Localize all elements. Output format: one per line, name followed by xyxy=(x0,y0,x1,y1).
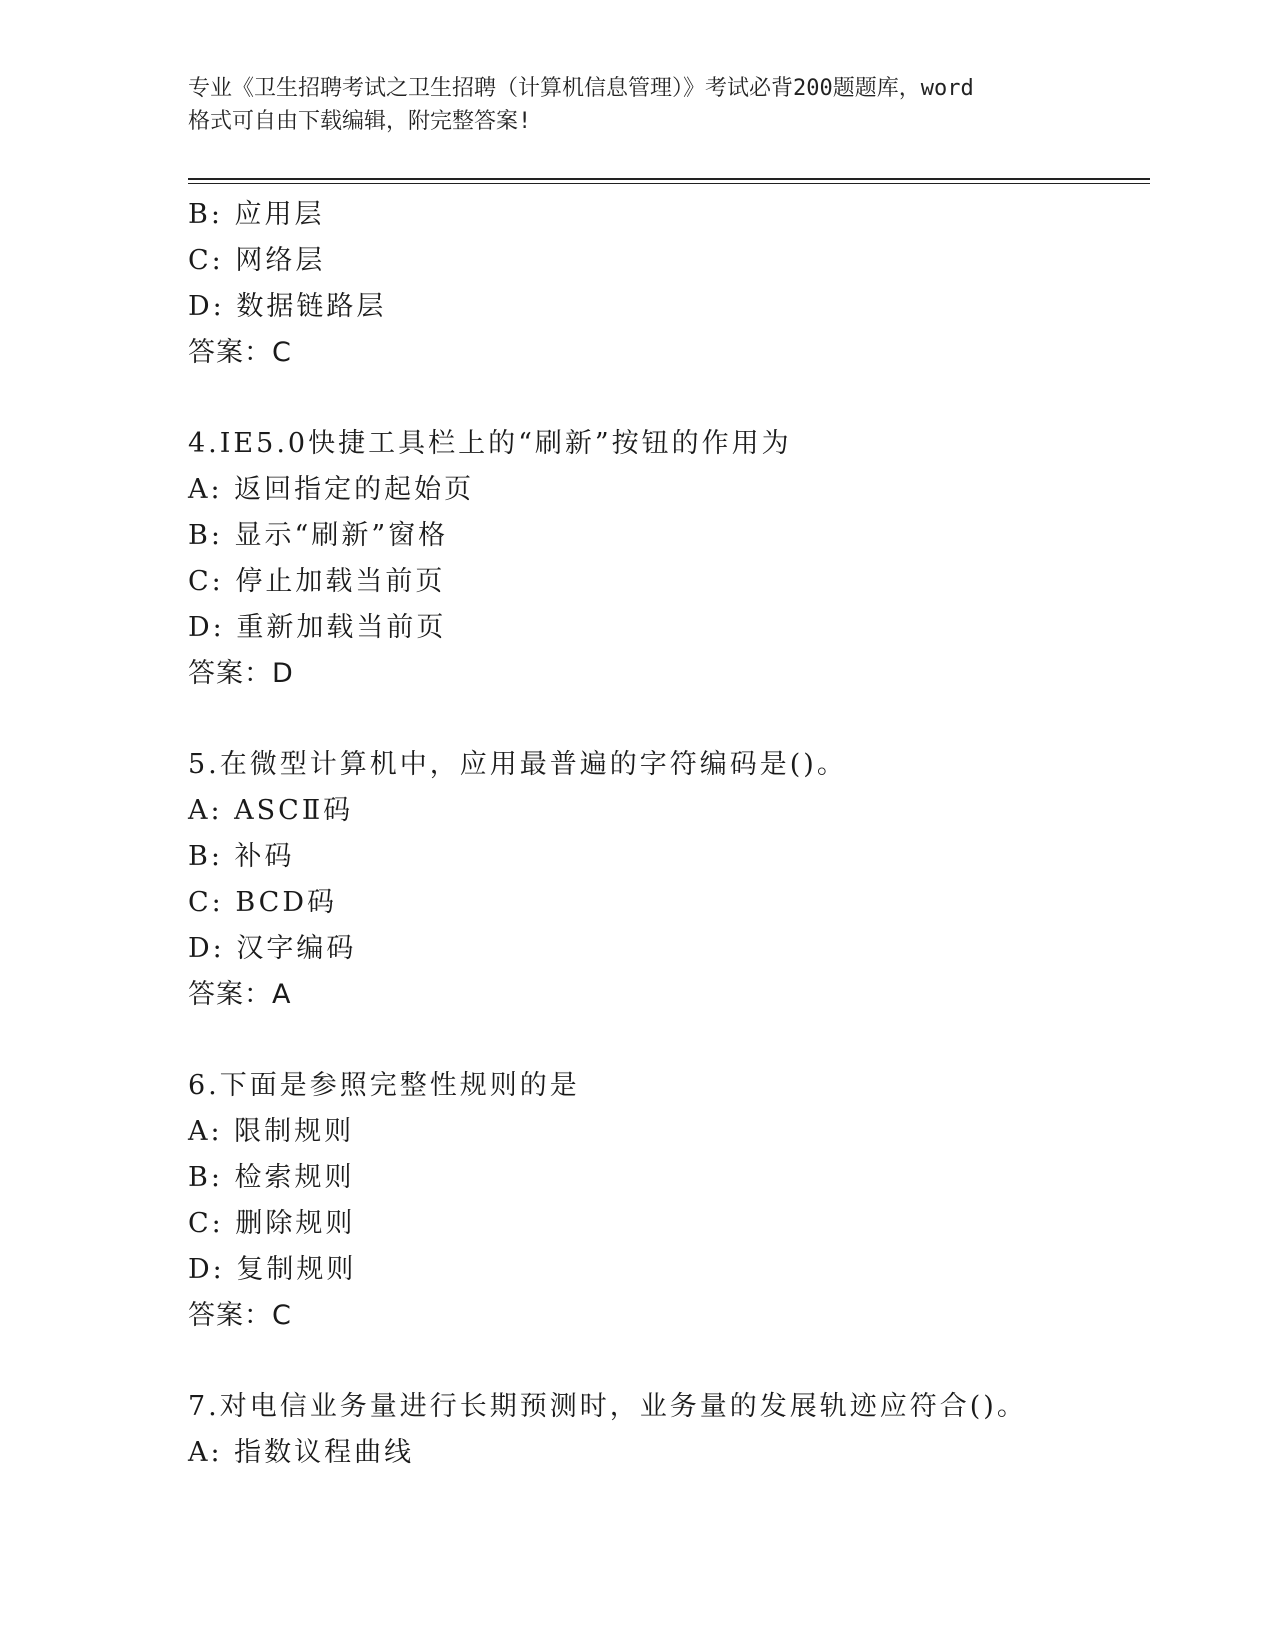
option-a: A: 限制规则 xyxy=(188,1116,355,1147)
answer-line: 答案：A xyxy=(188,979,292,1010)
answer-line: 答案：D xyxy=(188,658,294,689)
option-b: B: 显示“刷新”窗格 xyxy=(188,520,449,551)
question-block-7 xyxy=(188,1384,1148,1476)
header-rule-thin xyxy=(188,183,1150,184)
option-a: A: ASCⅡ码 xyxy=(188,795,354,826)
question-block-4 xyxy=(188,421,1148,697)
question-block-3 xyxy=(188,192,1148,376)
option-d: D: 汉字编码 xyxy=(188,933,357,964)
question-text: 6.下面是参照完整性规则的是 xyxy=(188,1070,580,1101)
block-spacer xyxy=(188,697,1148,742)
header-rule-thick xyxy=(188,178,1150,180)
option-b: B: 检索规则 xyxy=(188,1162,355,1193)
option-c: C: BCD码 xyxy=(188,887,337,918)
question-block-5 xyxy=(188,742,1148,1018)
block-spacer xyxy=(188,1018,1148,1063)
option-b: B: 应用层 xyxy=(188,199,325,230)
block-spacer xyxy=(188,1339,1148,1384)
document-header xyxy=(188,72,1088,138)
option-a: A: 指数议程曲线 xyxy=(188,1437,415,1468)
question-block-6 xyxy=(188,1063,1148,1339)
header-line-1: 专业《卫生招聘考试之卫生招聘（计算机信息管理）》考试必背200题题库，word xyxy=(188,76,974,101)
option-d: D: 重新加载当前页 xyxy=(188,612,447,643)
question-text: 4.IE5.0快捷工具栏上的“刷新”按钮的作用为 xyxy=(188,428,792,459)
answer-line: 答案：C xyxy=(188,1300,292,1331)
option-a: A: 返回指定的起始页 xyxy=(188,474,475,505)
question-text: 7.对电信业务量进行长期预测时，业务量的发展轨迹应符合()。 xyxy=(188,1391,1027,1422)
option-c: C: 网络层 xyxy=(188,245,326,276)
question-list xyxy=(188,192,1148,1476)
header-line-2: 格式可自由下载编辑，附完整答案! xyxy=(188,109,532,134)
option-b: B: 补码 xyxy=(188,841,295,872)
block-spacer xyxy=(188,376,1148,421)
question-text: 5.在微型计算机中，应用最普遍的字符编码是()。 xyxy=(188,749,847,780)
option-c: C: 停止加载当前页 xyxy=(188,566,446,597)
option-c: C: 删除规则 xyxy=(188,1208,356,1239)
option-d: D: 数据链路层 xyxy=(188,291,387,322)
option-d: D: 复制规则 xyxy=(188,1254,357,1285)
answer-line: 答案：C xyxy=(188,337,292,368)
